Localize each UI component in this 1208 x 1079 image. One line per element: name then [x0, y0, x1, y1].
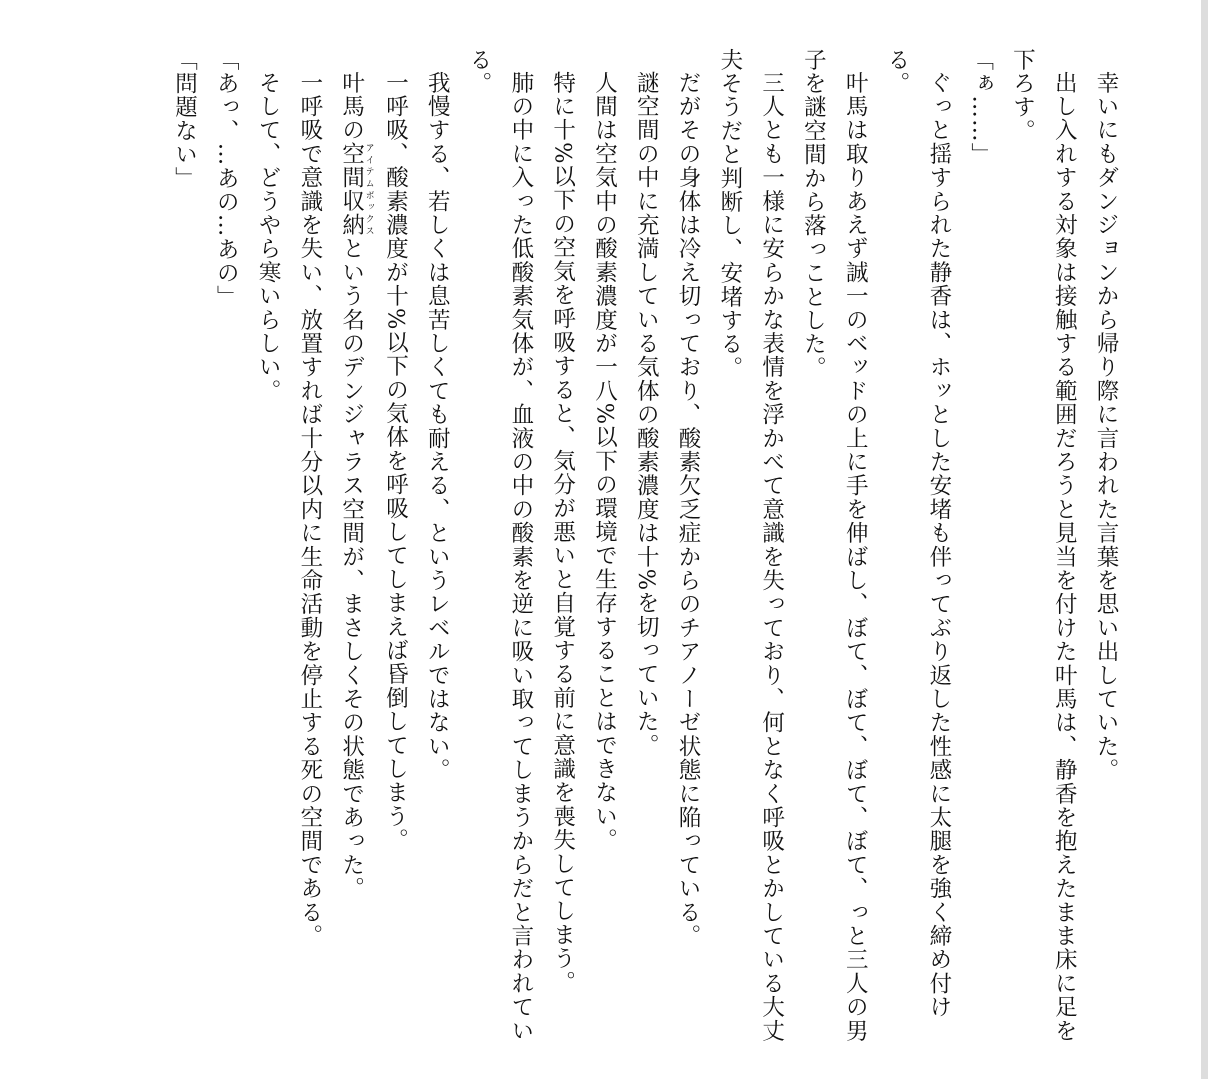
paragraph: 肺の中に入った低酸素気体が、血液の中の酸素を逆に吸い取ってしまうからだと言われている。 — [466, 48, 534, 1043]
page-edge — [1201, 0, 1208, 1079]
paragraph: そして、どうやら寒いらしい。 — [255, 70, 282, 403]
paragraph: 我慢する、若しくは息苦しくても耐える、というレベルではない。 — [424, 70, 451, 782]
ruby-base: 空間収納 — [338, 141, 365, 237]
paragraph: 一呼吸で意識を失い、放置すれば十分以内に生命活動を停止する死の空間である。 — [296, 70, 323, 948]
paragraph: 一呼吸、酸素濃度が十%以下の気体を呼吸してしまえば昏倒してしまう。 — [382, 70, 409, 852]
dialogue-line: 「ぁ……」 — [967, 48, 994, 167]
paragraph: 三人とも一様に安らかな表情を浮かべて意識を失っており、何となく呼吸とかしている大丈夫そうだと判断し、安堵する。 — [716, 48, 785, 1043]
paragraph: 人間は空気中の酸素濃度が一八%以下の環境で生存することはできない。 — [591, 70, 618, 852]
paragraph: 出し入れする対象は接触する範囲だろうと見当を付けた叶馬は、静香を抱えたまま床に足を下ろす。 — [1009, 48, 1078, 1043]
paragraph: ぐっと揺すられた静香は、ホッとした安堵も伴ってぶり返した性感に太腿を強く締め付ける。 — [884, 48, 952, 1019]
paragraph: 幸いにもダンジョンから帰り際に言われた言葉を思い出していた。 — [1093, 70, 1119, 782]
dialogue-line: 「問題ない」 — [171, 48, 198, 191]
paragraph: 叶馬は取りあえず誠一のベッドの上に手を伸ばし、ぼて、ぼて、ぼて、ぼて、っと三人の男子を謎空間から落っことした。 — [800, 48, 869, 1043]
paragraph: だがその身体は冷え切っており、酸素欠乏症からのチアノーゼ状態に陥っている。 — [675, 70, 702, 948]
text-segment: という名のデンジャラス空間が、まさしくその状態であった。 — [338, 236, 365, 901]
paragraph: 謎空間の中に充満している気体の酸素濃度は十%を切っていた。 — [633, 70, 660, 757]
paragraph-with-ruby — [330, 48, 374, 1064]
ruby-reading: アイテムボックス — [363, 141, 374, 237]
paragraph: 特に十%以下の空気を呼吸すると、気分が悪いと自覚する前に意識を喪失してしまう。 — [549, 70, 576, 994]
vertical-text-body — [66, 48, 1126, 1064]
text-segment: 叶馬の — [338, 70, 365, 142]
ruby-annotation — [338, 141, 374, 237]
dialogue-line: 「あっ、…あの…あの」 — [213, 48, 240, 309]
